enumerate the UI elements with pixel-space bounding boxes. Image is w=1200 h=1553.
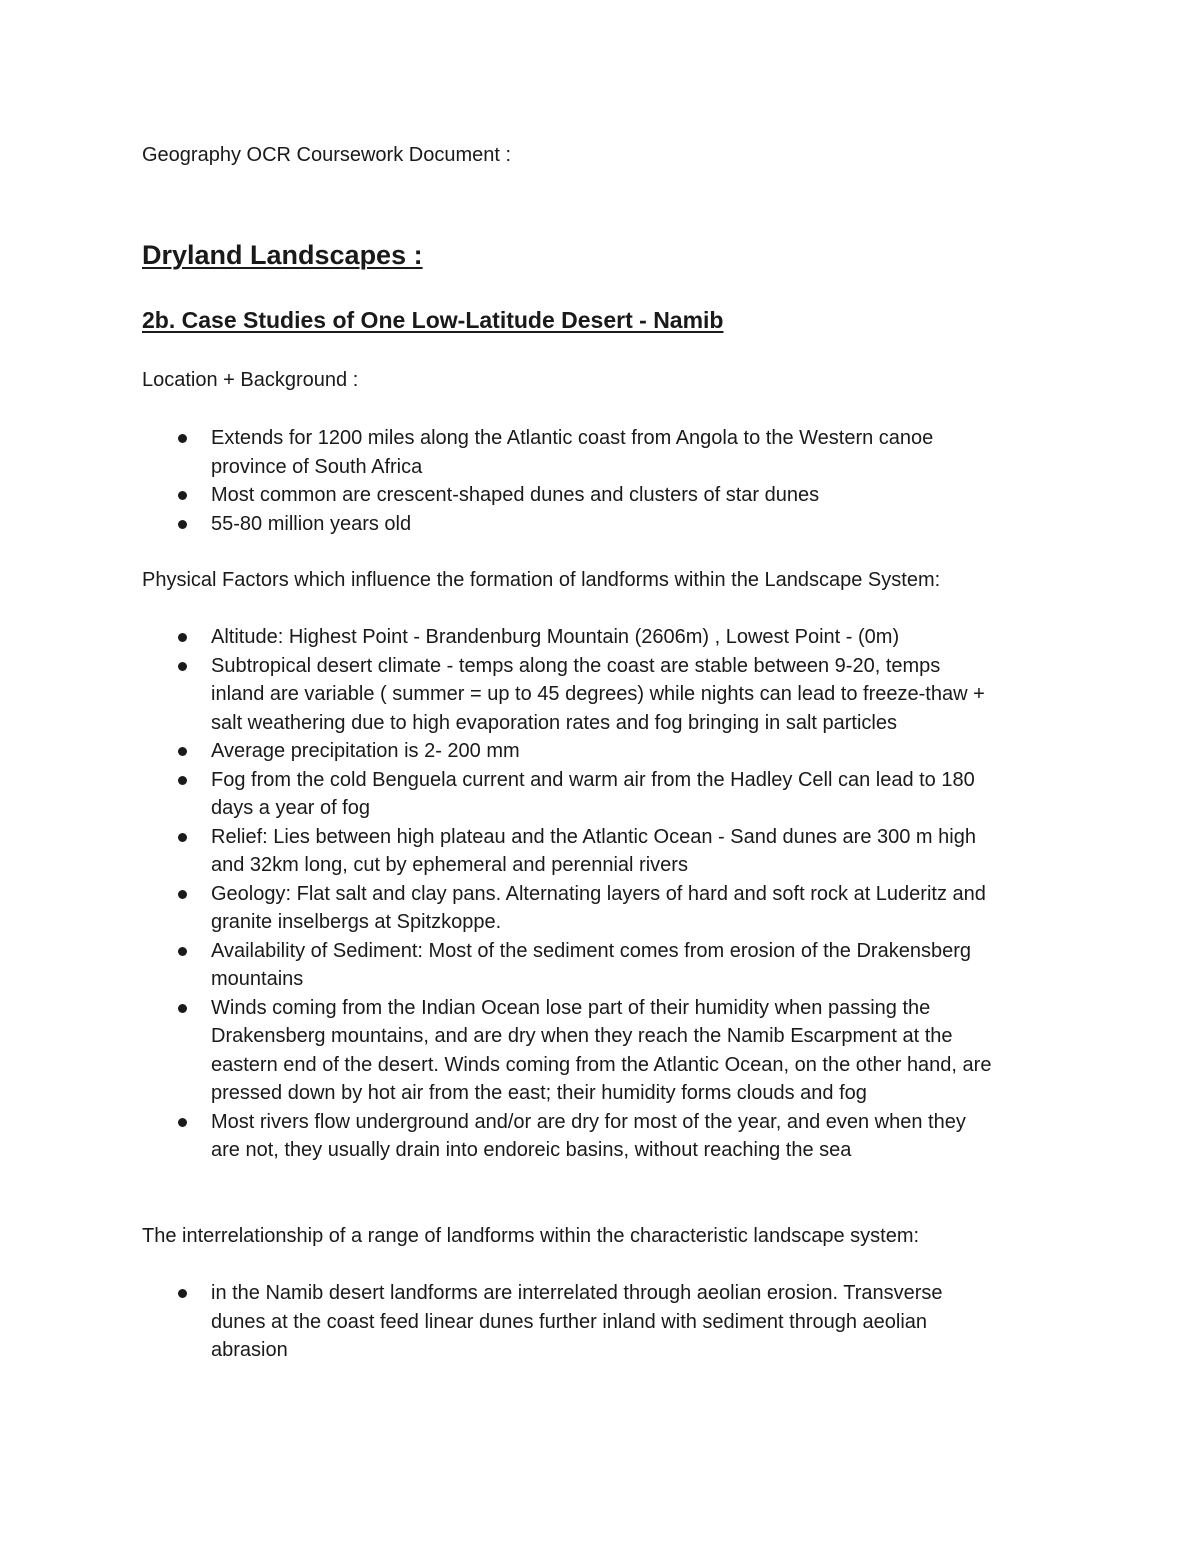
location-bullet-list [142,424,1062,538]
list-item [142,880,1062,937]
list-item-text-line: are not, they usually drain into endoreic basins, without reaching the sea [211,1139,852,1161]
physical-factors-bullet-list [142,623,1062,1165]
list-item-text-line: Most common are crescent-shaped dunes and clusters of star dunes [211,484,820,506]
list-item-text-line: days a year of fog [211,797,370,819]
list-item [142,994,1062,1108]
list-item-text-line: Winds coming from the Indian Ocean lose part of their humidity when passing the [211,996,931,1019]
bullet-icon [178,662,187,671]
list-item-text-line: Subtropical desert climate - temps along the coast are stable between 9-20, temps [211,654,941,677]
main-heading: Dryland Landscapes : [142,240,423,270]
section-label-location: Location + Background : [142,369,359,391]
bullet-icon [178,633,187,642]
list-item [142,737,1062,766]
bullet-icon [178,776,187,785]
bullet-icon [178,491,187,500]
bullet-icon [178,947,187,956]
list-item [142,823,1062,880]
list-item-text-line: mountains [211,968,304,990]
list-item [142,1108,1062,1165]
document-title: Geography OCR Coursework Document : [142,144,512,166]
list-item [142,424,1062,481]
list-item-text-line: eastern end of the desert. Winds coming from the Atlantic Ocean, on the other hand, are [211,1053,992,1076]
list-item-text-line: Most rivers flow underground and/or are dry for most of the year, and even when they [211,1110,966,1133]
bullet-icon [178,434,187,443]
section-label-interrelationship: The interrelationship of a range of landforms within the characteristic landscape system: [142,1225,920,1247]
list-item-text-line: province of South Africa [211,455,423,478]
bullet-icon [178,1118,187,1127]
interrelationship-bullet-list [142,1279,1062,1365]
list-item [142,766,1062,823]
list-item-text-line: Extends for 1200 miles along the Atlantic coast from Angola to the Western canoe [211,427,934,449]
bullet-icon [178,1004,187,1013]
list-item-text-line: Fog from the cold Benguela current and warm air from the Hadley Cell can lead to 180 [211,768,975,791]
section-label-physical-factors: Physical Factors which influence the formation of landforms within the Landscape System: [142,569,941,591]
list-item [142,510,1062,539]
bullet-icon [178,1289,187,1298]
list-item-text-line: salt weathering due to high evaporation rates and fog bringing in salt particles [211,711,897,734]
list-item-text-line: abrasion [211,1339,288,1361]
list-item-text-line: Relief: Lies between high plateau and the Atlantic Ocean - Sand dunes are 300 m high [211,825,976,848]
bullet-icon [178,833,187,842]
list-item-text-line: Altitude: Highest Point - Brandenburg Mountain (2606m) , Lowest Point - (0m) [211,626,900,648]
case-study-heading: 2b. Case Studies of One Low-Latitude Desert - Namib [142,307,724,333]
list-item [142,481,1062,510]
bullet-icon [178,747,187,756]
bullet-icon [178,520,187,529]
list-item-text-line: dunes at the coast feed linear dunes further inland with sediment through aeolian [211,1310,928,1333]
list-item-text-line: Availability of Sediment: Most of the sediment comes from erosion of the Drakensberg [211,939,971,962]
list-item-text-line: Drakensberg mountains, and are dry when they reach the Namib Escarpment at the [211,1025,953,1047]
bullet-icon [178,890,187,899]
list-item [142,1279,1062,1365]
list-item [142,652,1062,738]
list-item [142,623,1062,652]
list-item-text-line: and 32km long, cut by ephemeral and perennial rivers [211,854,688,876]
list-item-text-line: granite inselbergs at Spitzkoppe. [211,911,502,933]
list-item-text-line: inland are variable ( summer = up to 45 degrees) while nights can lead to freeze-thaw + [211,683,985,705]
list-item-text-line: pressed down by hot air from the east; their humidity forms clouds and fog [211,1082,867,1104]
list-item-text-line: Geology: Flat salt and clay pans. Alternating layers of hard and soft rock at Luderitz and [211,882,986,905]
list-item-text-line: Average precipitation is 2- 200 mm [211,740,520,762]
list-item-text-line: 55-80 million years old [211,512,412,535]
list-item [142,937,1062,994]
list-item-text-line: in the Namib desert landforms are interrelated through aeolian erosion. Transverse [211,1282,943,1304]
